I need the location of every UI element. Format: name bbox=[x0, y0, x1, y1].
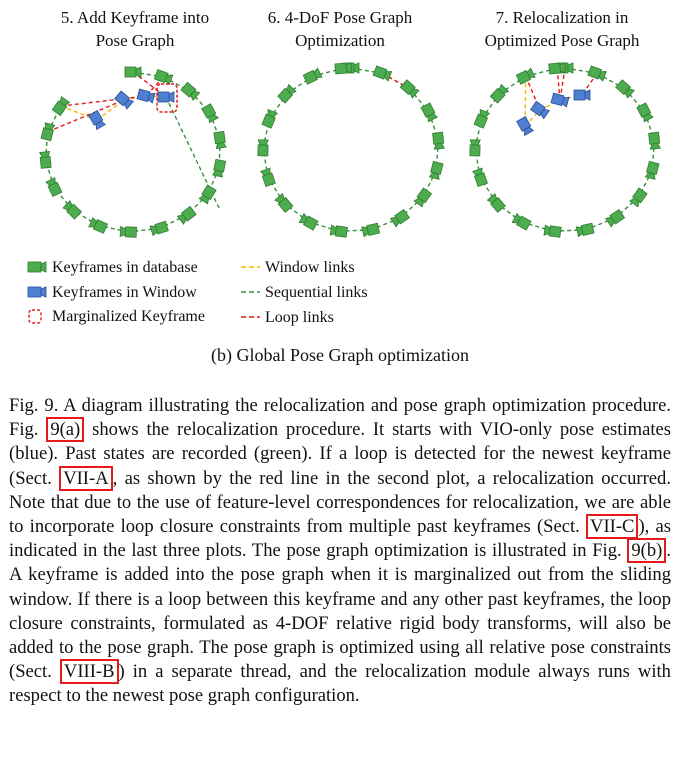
panel7-keyframe-window bbox=[531, 101, 550, 118]
panel7-keyframe-db bbox=[474, 110, 489, 129]
pose-graph-diagram bbox=[0, 50, 680, 250]
panel7-keyframe-db bbox=[487, 194, 505, 213]
figure-caption bbox=[9, 394, 671, 709]
panel5-keyframe-window bbox=[137, 89, 155, 103]
caption-text-1: Fig. 9. A diagram illustrating the relocalization and pose graph optimization procedure. Fig. bbox=[9, 395, 671, 441]
panel5-keyframe-db bbox=[214, 131, 226, 148]
subfigure-caption: (b) Global Pose Graph optimization bbox=[211, 345, 469, 365]
panel5-keyframe-db bbox=[41, 123, 55, 141]
panel6-keyframe-db bbox=[400, 80, 419, 98]
red-dash-icon bbox=[240, 310, 262, 324]
panel6-keyframe-db bbox=[258, 140, 268, 156]
green-dash-icon bbox=[240, 285, 262, 299]
panel7-keyframe-db bbox=[649, 132, 661, 149]
panel7-keyframe-db bbox=[490, 85, 508, 104]
blue-camera-icon bbox=[27, 285, 47, 299]
ref-link-sect-viii-b[interactable]: VIII-B bbox=[60, 659, 119, 684]
panel-title-7-line2: Optimized Pose Graph bbox=[484, 31, 640, 50]
yellow-dash-icon bbox=[240, 260, 262, 274]
panel6-keyframe-db bbox=[278, 85, 296, 104]
panel5-keyframe-window bbox=[115, 91, 134, 109]
panel5-keyframe-db bbox=[177, 206, 196, 224]
legend-loop-links-label: Loop links bbox=[265, 309, 334, 326]
caption-text-6: ) in a separate thread, and the relocalization module always runs with respect to the newest pose graph configuration. bbox=[9, 661, 671, 707]
ref-link-fig-9b[interactable]: 9(b) bbox=[627, 538, 666, 563]
caption-text-3: , as shown by the red line in the second plot, a relocalization occurred. Note that due to the use of feature-level correspondences for relocalization, we are able to incorporate loop closure constraints from multiple past keyframes (Sect. bbox=[9, 467, 671, 538]
panel5-keyframe-db bbox=[125, 67, 141, 77]
panel6-keyframe-db bbox=[429, 161, 443, 179]
caption-text-4: ), as indicated in the last three plots. The pose graph optimization is illustrated in Fig. bbox=[9, 516, 671, 562]
panel7-keyframe-db bbox=[473, 168, 488, 186]
panel7-keyframe-db bbox=[516, 68, 535, 84]
dashed-box-icon bbox=[27, 309, 47, 325]
panel6-keyframe-db bbox=[414, 188, 431, 207]
panel5-keyframe-db bbox=[213, 159, 226, 177]
panel6-keyframe-db bbox=[330, 225, 347, 237]
panel-title-7-line1: 7. Relocalization in bbox=[495, 8, 629, 27]
panel-title-5-line1: 5. Add Keyframe into bbox=[60, 8, 210, 27]
panel5-keyframe-window bbox=[158, 92, 174, 102]
ref-link-sect-vii-a[interactable]: VII-A bbox=[59, 466, 112, 491]
panel5-keyframe-db bbox=[120, 226, 137, 237]
panel5-keyframe-db bbox=[150, 221, 168, 235]
panel6-keyframe-db bbox=[303, 68, 322, 84]
panel6-keyframe-db bbox=[275, 194, 293, 213]
panel-title-6-line1: 6. 4-DoF Pose Graph bbox=[267, 8, 413, 27]
panel5-keyframe-window bbox=[89, 111, 106, 130]
panel7-keyframe-window bbox=[574, 90, 590, 100]
panel5-keyframe-db bbox=[89, 218, 108, 234]
panel-title-6 bbox=[240, 6, 440, 52]
caption-text-5: . A keyframe is added into the pose graph when it is marginalized out from the sliding window. If there is a loop between this keyframe and any other past keyframes, the loop closure constraints, formulated as 4-DOF relative rigid body transforms, will also be added to the pose graph. The pose graph is optimized using all relative pose constraints (Sect. bbox=[9, 540, 671, 683]
caption-text-2: shows the relocalization procedure. It starts with VIO-only pose estimates (blue). Past states are recorded (green). If a loop is detected for the newest keyframe (Sect. bbox=[9, 419, 671, 489]
legend-keyframes-window-label: Keyframes in Window bbox=[52, 284, 197, 301]
panel-title-5-line2: Pose Graph bbox=[95, 31, 175, 50]
panel7-keyframe-db bbox=[630, 188, 647, 207]
panel7-keyframe-db bbox=[576, 223, 594, 236]
panel6-keyframe-db bbox=[433, 132, 445, 149]
panel6-keyframe-db bbox=[262, 110, 277, 129]
panel5-keyframe-db bbox=[202, 104, 219, 123]
legend-marginalized-keyframe-label: Marginalized Keyframe bbox=[52, 308, 205, 325]
ref-link-fig-9a[interactable]: 9(a) bbox=[46, 417, 84, 442]
panel-title-6-line2: Optimization bbox=[295, 31, 385, 50]
panel5-keyframe-db bbox=[46, 178, 62, 197]
panel7-keyframe-db bbox=[645, 161, 659, 179]
panel7-keyframe-db bbox=[470, 140, 480, 156]
panel7-keyframe-db bbox=[544, 225, 561, 237]
panel7-keyframe-db bbox=[616, 80, 635, 98]
legend-keyframes-database-label: Keyframes in database bbox=[52, 259, 198, 276]
panel5-keyframe-db bbox=[52, 97, 69, 116]
panel7-keyframe-window bbox=[551, 93, 569, 107]
panel5-keyframe-db bbox=[40, 151, 52, 168]
panel6-keyframe-db bbox=[373, 66, 392, 81]
panel6-keyframe-db bbox=[362, 223, 380, 236]
ref-link-sect-vii-c[interactable]: VII-C bbox=[586, 514, 638, 539]
legend-window-links-label: Window links bbox=[265, 259, 355, 276]
panel-title-5 bbox=[35, 6, 235, 52]
legend-sequential-links-label: Sequential links bbox=[265, 284, 368, 301]
panel5-keyframe-db bbox=[63, 201, 81, 219]
panel7-keyframe-db bbox=[588, 66, 607, 81]
green-camera-icon bbox=[27, 260, 47, 274]
panel5-keyframe-db bbox=[154, 70, 172, 85]
panel6-keyframe-db bbox=[261, 168, 276, 186]
panel-title-7 bbox=[462, 6, 662, 52]
